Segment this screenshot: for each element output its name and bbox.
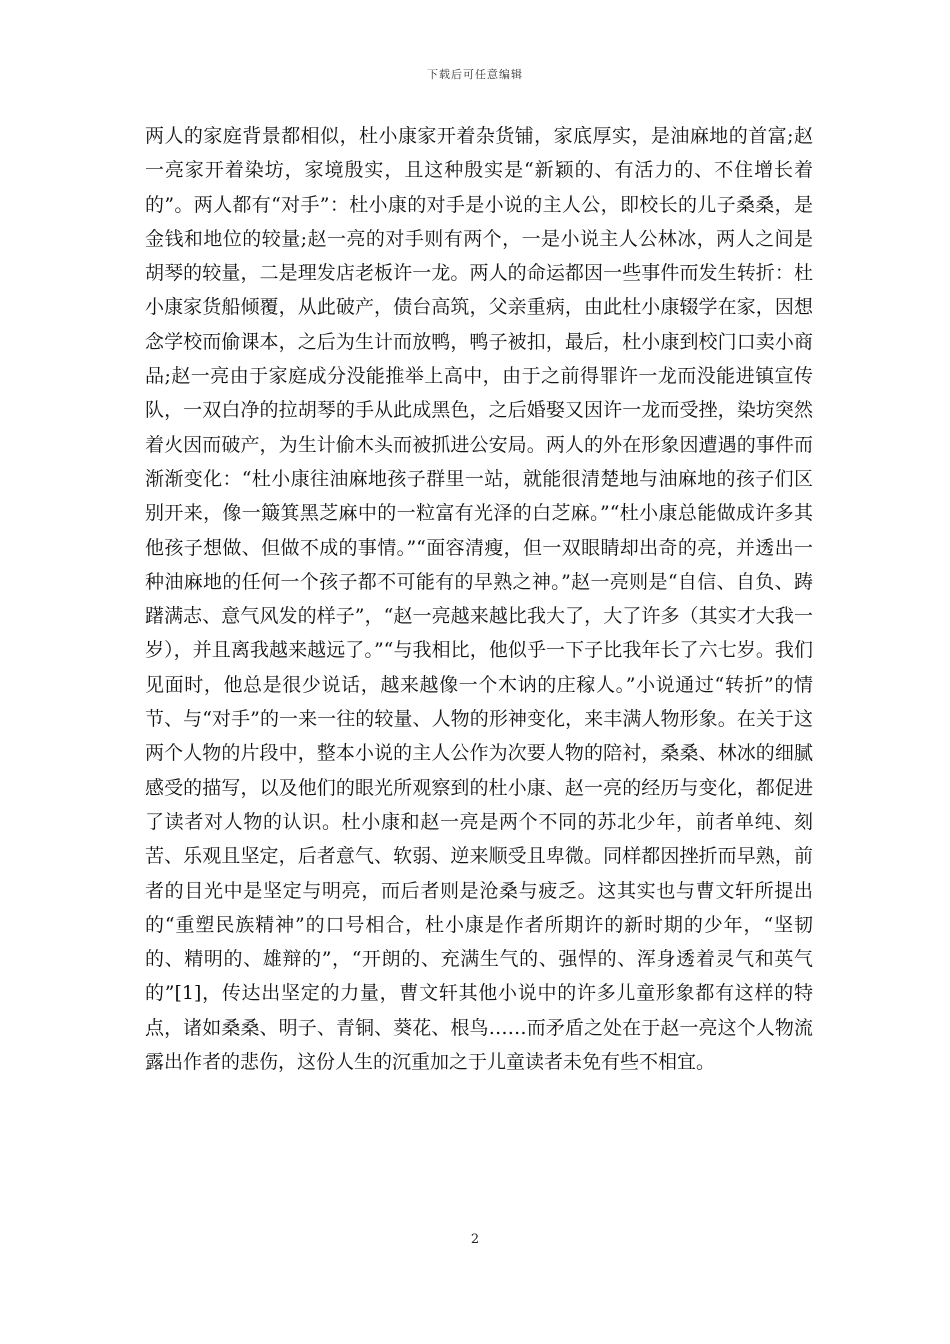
page-header: 下载后可任意编辑 — [427, 68, 523, 81]
page-number: 2 — [470, 1232, 480, 1247]
body-paragraph: 两人的家庭背景都相似，杜小康家开着杂货铺，家底厚实，是油麻地的首富;赵一亮家开着染坊，家境殷实，且这种殷实是“新颖的、有活力的、不住增长着的”。两人都有“对手”：杜小康的对手是小说的主人公，即校长的儿子桑桑，是金钱和地位的较量;赵一亮的对手则有两个，一是小说主人公林冰，两人之间是胡琴的较量，二是理发店老板许一龙。两人的命运都因一些事件而发生转折：杜小康家货船倾覆，从此破产，债台高筑，父亲重病，由此杜小康辍学在家，因想念学校而偷课本，之后为生计而放鸭，鸭子被扣，最后，杜小康到校门口卖小商品;赵一亮由于家庭成分没能推举上高中，由于之前得罪许一龙而没能进镇宣传队，一双白净的拉胡琴的手从此成黑色，之后婚娶又因许一龙而受挫，染坊突然着火因而破产，为生计偷木头而被抓进公安局。两人的外在形象因遭遇的事件而渐渐变化：“杜小康往油麻地孩子群里一站，就能很清楚地与油麻地的孩子们区别开来，像一簸箕黑芝麻中的一粒富有光泽的白芝麻。”“杜小康总能做成许多其他孩子想做、但做不成的事情。”“面容清瘦，但一双眼睛却出奇的亮，并透出一种油麻地的任何一个孩子都不可能有的早熟之神。”赵一亮则是“自信、自负、踌躇满志、意气风发的样子”，“赵一亮越来越比我大了，大了许多（其实才大我一岁），并且离我越来越远了。”“与我相比，他似乎一下子比我年长了六七岁。我们见面时，他总是很少说话，越来越像一个木讷的庄稼人。”小说通过“转折”的情节、与“对手”的一来一往的较量、人物的形神变化，来丰满人物形象。在关于这两个人物的片段中，整本小说的主人公作为次要人物的陪衬，桑桑、林冰的细腻感受的描写，以及他们的眼光所观察到的杜小康、赵一亮的经历与变化，都促进了读者对人物的认识。杜小康和赵一亮是两个不同的苏北少年，前者单纯、刻苦、乐观且坚定，后者意气、软弱、逆来顺受且卑微。同样都因挫折而早熟，前者的目光中是坚定与明亮，而后者则是沧桑与疲乏。这其实也与曹文轩所提出的“重塑民族精神”的口号相合，杜小康是作者所期许的新时期的少年，“坚韧的、精明的、雄辩的”，“开朗的、充满生气的、强悍的、浑身透着灵气和英气的”[1]，传达出坚定的力量，曹文轩其他小说中的许多儿童形象都有这样的特点，诸如桑桑、明子、青铜、葵花、根鸟……而矛盾之处在于赵一亮这个人物流露出作者的悲伤，这份人生的沉重加之于儿童读者未免有些不相宜。 — [145, 125, 813, 1074]
